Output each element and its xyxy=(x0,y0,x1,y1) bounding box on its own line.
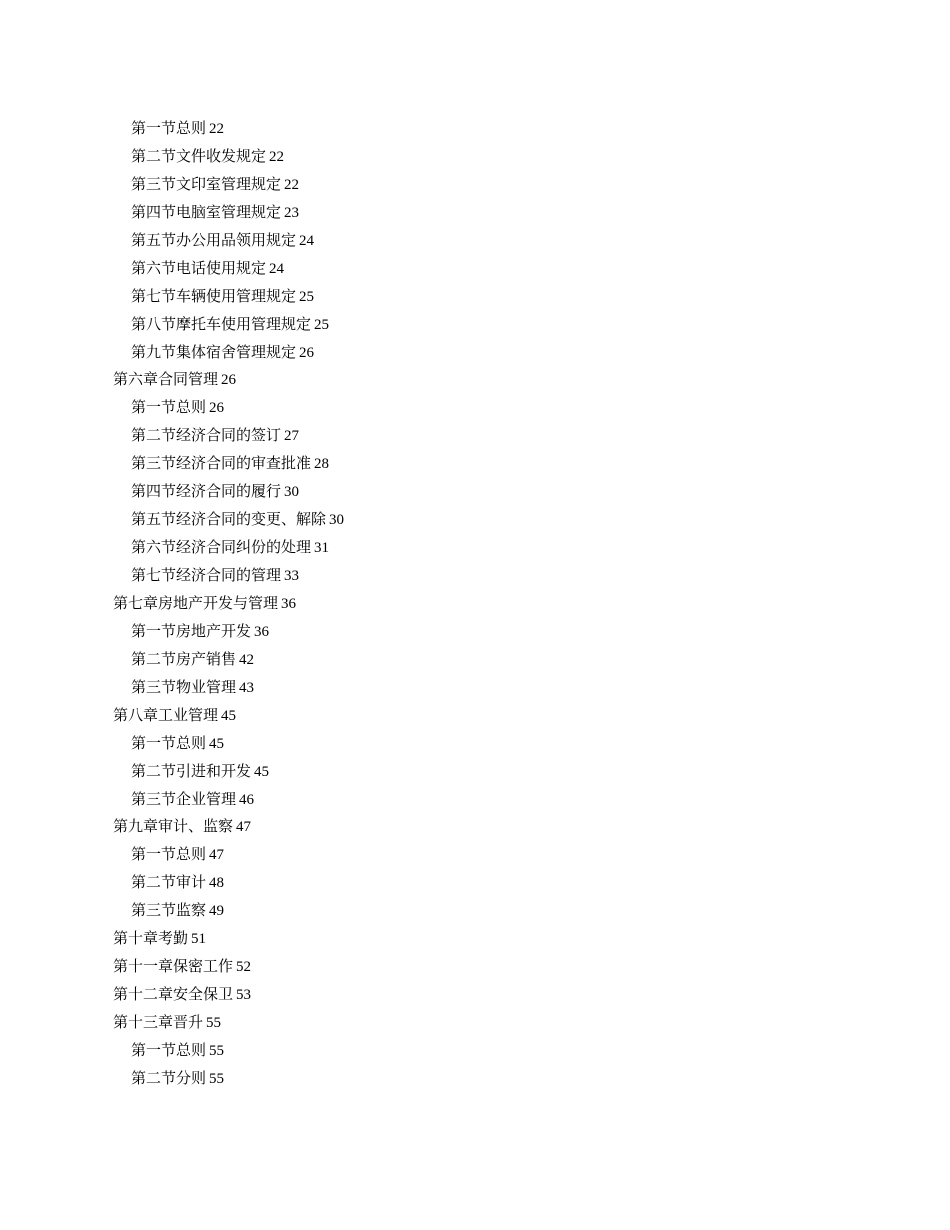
toc-section-entry[interactable] xyxy=(113,284,344,312)
toc-entry-title: 第四节经济合同的履行 xyxy=(131,484,282,501)
toc-entry-title: 第八章工业管理 xyxy=(113,707,219,724)
toc-entry-title: 第八节摩托车使用管理规定 xyxy=(131,316,312,333)
toc-entry-page-number: 42 xyxy=(239,651,255,668)
toc-entry-page-number: 22 xyxy=(269,148,285,165)
toc-chapter-entry[interactable] xyxy=(113,1010,344,1038)
toc-entry-page-number: 52 xyxy=(236,959,252,976)
toc-chapter-entry[interactable] xyxy=(113,591,344,619)
toc-section-entry[interactable] xyxy=(113,256,344,284)
toc-entry-title: 第九节集体宿舍管理规定 xyxy=(131,344,297,361)
toc-entry-page-number: 47 xyxy=(236,819,252,836)
toc-entry-page-number: 30 xyxy=(329,512,345,529)
toc-entry-page-number: 23 xyxy=(284,204,300,221)
toc-entry-page-number: 46 xyxy=(239,791,255,808)
toc-entry-title: 第十二章安全保卫 xyxy=(113,987,234,1004)
toc-entry-page-number: 33 xyxy=(284,568,300,584)
toc-entry-title: 第一节总则 xyxy=(131,400,207,417)
toc-entry-title: 第一节总则 xyxy=(131,121,207,137)
toc-entry-page-number: 27 xyxy=(284,428,300,445)
toc-entry-page-number: 48 xyxy=(209,875,225,892)
toc-entry-title: 第七节车辆使用管理规定 xyxy=(131,288,297,305)
toc-entry-title: 第六章合同管理 xyxy=(113,372,219,389)
toc-section-entry[interactable] xyxy=(113,423,344,451)
toc-section-entry[interactable] xyxy=(113,340,344,368)
toc-entry-title: 第九章审计、监察 xyxy=(113,819,234,836)
toc-entry-page-number: 26 xyxy=(221,372,237,389)
toc-entry-page-number: 30 xyxy=(284,484,300,501)
toc-entry-title: 第四节电脑室管理规定 xyxy=(131,204,282,221)
toc-entry-page-number: 26 xyxy=(209,400,225,417)
toc-entry-page-number: 49 xyxy=(209,903,225,920)
toc-section-entry[interactable] xyxy=(113,870,344,898)
toc-entry-page-number: 45 xyxy=(254,763,270,780)
toc-entry-title: 第三节文印室管理规定 xyxy=(131,176,282,193)
toc-section-entry[interactable] xyxy=(113,675,344,703)
toc-entry-page-number: 45 xyxy=(221,707,237,724)
toc-section-entry[interactable] xyxy=(113,647,344,675)
toc-section-entry[interactable] xyxy=(113,479,344,507)
toc-section-entry[interactable] xyxy=(113,200,344,228)
toc-section-entry[interactable] xyxy=(113,228,344,256)
toc-entry-title: 第二节审计 xyxy=(131,875,207,892)
toc-entry-title: 第二节引进和开发 xyxy=(131,763,252,780)
toc-section-entry[interactable] xyxy=(113,563,344,591)
toc-section-entry[interactable] xyxy=(113,759,344,787)
toc-entry-page-number: 24 xyxy=(269,260,285,277)
toc-section-entry[interactable] xyxy=(113,842,344,870)
toc-entry-title: 第一节总则 xyxy=(131,1042,207,1059)
toc-entry-page-number: 55 xyxy=(206,1015,222,1031)
toc-entry-title: 第五节办公用品领用规定 xyxy=(131,232,297,249)
toc-entry-page-number: 43 xyxy=(239,679,255,696)
toc-section-entry[interactable] xyxy=(113,395,344,423)
toc-entry-page-number: 25 xyxy=(299,288,315,305)
toc-section-entry[interactable] xyxy=(113,144,344,172)
toc-section-entry[interactable] xyxy=(113,1066,344,1094)
toc-section-entry[interactable] xyxy=(113,312,344,340)
toc-entry-title: 第一节总则 xyxy=(131,735,207,752)
toc-entry-title: 第十三章晋升 xyxy=(113,1015,204,1031)
toc-chapter-entry[interactable] xyxy=(113,814,344,842)
toc-entry-title: 第三节企业管理 xyxy=(131,791,237,808)
toc-entry-page-number: 55 xyxy=(209,1042,225,1059)
toc-entry-title: 第一节房地产开发 xyxy=(131,623,252,640)
toc-entry-page-number: 26 xyxy=(299,344,315,361)
toc-entry-page-number: 36 xyxy=(254,623,270,640)
toc-chapter-entry[interactable] xyxy=(113,982,344,1010)
toc-chapter-entry[interactable] xyxy=(113,367,344,395)
toc-entry-page-number: 36 xyxy=(281,595,297,612)
toc-entry-title: 第三节物业管理 xyxy=(131,679,237,696)
toc-section-entry[interactable] xyxy=(113,172,344,200)
toc-section-entry[interactable] xyxy=(113,898,344,926)
toc-entry-page-number: 47 xyxy=(209,847,225,864)
toc-entry-page-number: 31 xyxy=(314,540,330,557)
toc-entry-title: 第二节分则 xyxy=(131,1070,207,1087)
toc-section-entry[interactable] xyxy=(113,1038,344,1066)
toc-entry-page-number: 25 xyxy=(314,316,330,333)
toc-entry-page-number: 51 xyxy=(191,931,207,948)
toc-section-entry[interactable] xyxy=(113,451,344,479)
toc-entry-page-number: 22 xyxy=(209,121,225,137)
toc-entry-page-number: 55 xyxy=(209,1070,225,1087)
toc-entry-title: 第十一章保密工作 xyxy=(113,959,234,976)
toc-section-entry[interactable] xyxy=(113,787,344,815)
toc-section-entry[interactable] xyxy=(113,535,344,563)
toc-entry-title: 第二节文件收发规定 xyxy=(131,148,267,165)
toc-chapter-entry[interactable] xyxy=(113,954,344,982)
toc-entry-title: 第六节经济合同纠份的处理 xyxy=(131,540,312,557)
toc-entry-page-number: 53 xyxy=(236,987,252,1004)
toc-entry-page-number: 24 xyxy=(299,232,315,249)
toc-entry-title: 第三节监察 xyxy=(131,903,207,920)
toc-entry-page-number: 28 xyxy=(314,456,330,473)
toc-section-entry[interactable] xyxy=(113,619,344,647)
toc-entry-page-number: 22 xyxy=(284,176,300,193)
table-of-contents xyxy=(113,116,344,1094)
toc-entry-title: 第七节经济合同的管理 xyxy=(131,568,282,584)
toc-chapter-entry[interactable] xyxy=(113,926,344,954)
toc-entry-title: 第三节经济合同的审查批准 xyxy=(131,456,312,473)
toc-entry-title: 第六节电话使用规定 xyxy=(131,260,267,277)
toc-section-entry[interactable] xyxy=(113,116,344,144)
toc-chapter-entry[interactable] xyxy=(113,703,344,731)
toc-section-entry[interactable] xyxy=(113,507,344,535)
toc-section-entry[interactable] xyxy=(113,731,344,759)
toc-entry-title: 第二节房产销售 xyxy=(131,651,237,668)
toc-entry-title: 第五节经济合同的变更、解除 xyxy=(131,512,327,529)
toc-entry-title: 第一节总则 xyxy=(131,847,207,864)
toc-entry-title: 第二节经济合同的签订 xyxy=(131,428,282,445)
toc-entry-title: 第七章房地产开发与管理 xyxy=(113,595,279,612)
toc-entry-title: 第十章考勤 xyxy=(113,931,189,948)
toc-entry-page-number: 45 xyxy=(209,735,225,752)
